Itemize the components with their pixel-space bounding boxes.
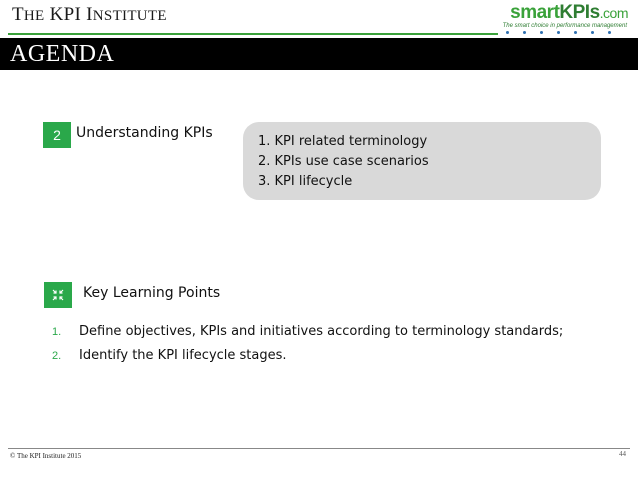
topic-item: 2. KPIs use case scenarios: [258, 154, 429, 169]
footer-divider: [8, 448, 630, 449]
footer-copyright: © The KPI Institute 2015: [10, 452, 82, 460]
learning-point: [52, 320, 563, 344]
learning-point-text: Identify the KPI lifecycle stages.: [79, 348, 287, 363]
section-title: Understanding KPIs: [76, 125, 213, 141]
learning-point-text: Define objectives, KPIs and initiatives according to terminology standards;: [79, 324, 564, 339]
header-divider: [8, 33, 498, 35]
topic-item: 1. KPI related terminology: [258, 134, 428, 149]
logo-dots: [506, 31, 611, 34]
collapse-arrows-icon: [44, 282, 72, 308]
section-number-badge: 2: [43, 122, 71, 148]
key-learning-title: Key Learning Points: [83, 285, 221, 301]
learning-point-number: 2.: [52, 350, 62, 362]
learning-points-list: [52, 320, 563, 368]
learning-point-number: 1.: [52, 326, 62, 338]
learning-point: [52, 344, 563, 368]
page-number: 44: [619, 450, 626, 458]
institute-title: THE KPI INSTITUTE: [12, 4, 167, 25]
agenda-heading: AGENDA: [10, 41, 115, 67]
topic-item: 3. KPI lifecycle: [258, 174, 353, 189]
topics-list: [258, 132, 429, 192]
smartkpis-logo: smartKPIs.com The smart choice in performance management: [506, 2, 628, 36]
